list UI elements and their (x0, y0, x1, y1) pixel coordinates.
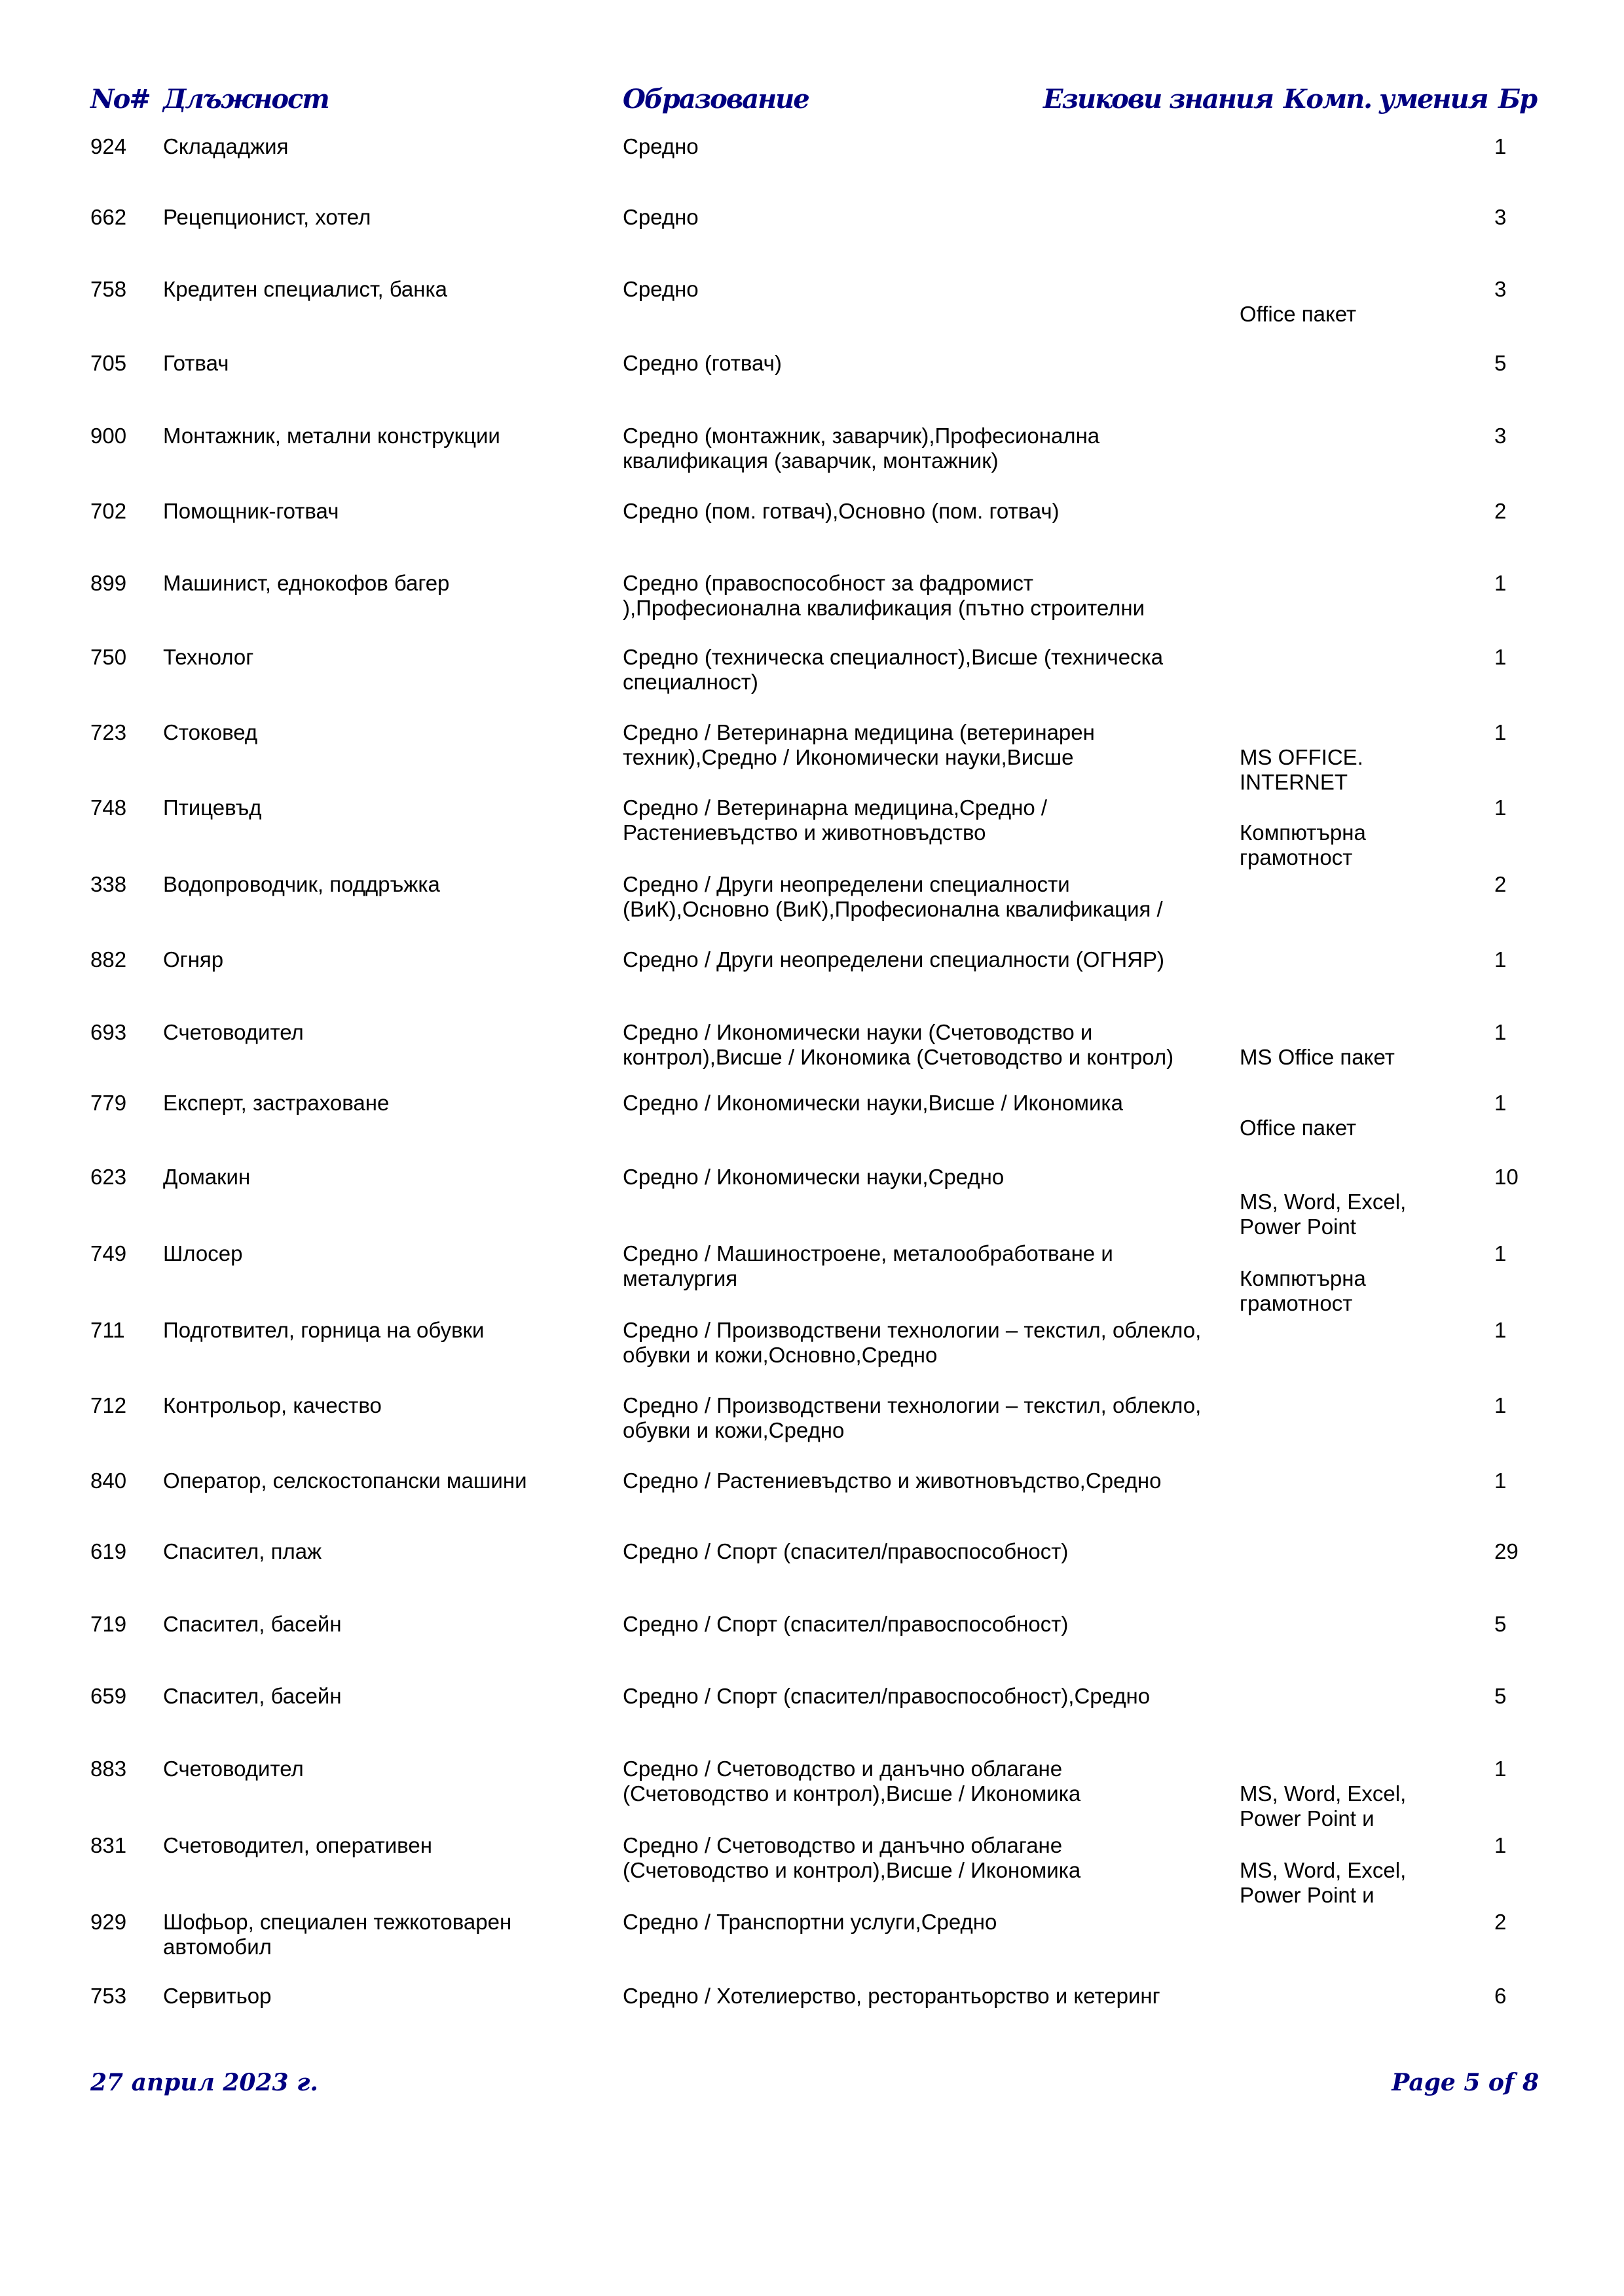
row-no: 619 (90, 1539, 127, 1563)
row-position: Шофьор, специален тежкотоварен автомобил (163, 1910, 512, 1959)
row-no: 750 (90, 645, 127, 669)
row-computer-skills: MS, Word, Excel, Power Point и (1240, 1781, 1407, 1831)
row-education: Средно / Спорт (спасител/правоспособност) (623, 1612, 1069, 1636)
row-education: Средно / Счетоводство и данъчно облагане (Счетоводство и контрол),Висше / Икономика (623, 1833, 1081, 1882)
row-computer-skills: Office пакет (1240, 1116, 1357, 1140)
row-no: 702 (90, 499, 127, 523)
row-position: Контрольор, качество (163, 1393, 382, 1417)
footer-date: 27 април 2023 г. (90, 2069, 318, 2096)
row-position: Счетоводител (163, 1020, 304, 1044)
row-position: Стоковед (163, 720, 258, 744)
row-position: Подготвител, горница на обувки (163, 1318, 485, 1342)
row-count: 1 (1494, 1393, 1507, 1417)
header-education: Образование (623, 84, 809, 115)
row-position: Шлосер (163, 1241, 243, 1266)
row-no: 338 (90, 872, 127, 896)
row-count: 5 (1494, 351, 1507, 375)
row-education: Средно (монтажник, заварчик),Професионална квалификация (заварчик, монтажник) (623, 424, 1100, 473)
header-languages: Езикови знания (1043, 84, 1273, 115)
row-computer-skills: MS OFFICE. INTERNET (1240, 745, 1363, 794)
row-education: Средно / Икономически науки,Средно (623, 1165, 1005, 1189)
row-no: 840 (90, 1468, 127, 1493)
row-position: Счетоводител (163, 1757, 304, 1781)
header-computer-skills: Комп. умения (1283, 84, 1488, 115)
row-no: 705 (90, 351, 127, 375)
row-education: Средно / Спорт (спасител/правоспособност) (623, 1539, 1069, 1563)
row-count: 1 (1494, 1091, 1507, 1115)
row-education: Средно / Ветеринарна медицина,Средно / Растениевъдство и животновъдство (623, 795, 1048, 845)
row-education: Средно (623, 134, 699, 158)
row-position: Счетоводител, оперативен (163, 1833, 432, 1857)
row-education: Средно / Производствени технологии – текстил, облекло, обувки и кожи,Средно (623, 1393, 1202, 1442)
row-computer-skills: Компютърна грамотност (1240, 820, 1366, 869)
row-position: Склададжия (163, 134, 289, 158)
row-no: 659 (90, 1684, 127, 1708)
row-no: 900 (90, 424, 127, 448)
row-position: Огняр (163, 947, 224, 972)
row-position: Спасител, басейн (163, 1612, 342, 1636)
row-count: 2 (1494, 499, 1507, 523)
row-education: Средно / Транспортни услуги,Средно (623, 1910, 997, 1934)
row-position: Готвач (163, 351, 229, 375)
row-count: 3 (1494, 205, 1507, 229)
table-header (90, 84, 1559, 123)
row-count: 3 (1494, 424, 1507, 448)
row-no: 883 (90, 1757, 127, 1781)
row-position: Спасител, басейн (163, 1684, 342, 1708)
row-no: 748 (90, 795, 127, 820)
row-count: 1 (1494, 571, 1507, 595)
row-position: Рецепционист, хотел (163, 205, 371, 229)
row-position: Машинист, еднокофов багер (163, 571, 450, 595)
row-education: Средно / Други неопределени специалности (ОГНЯР) (623, 947, 1164, 972)
row-education: Средно (правоспособност за фадромист ),Професионална квалификация (пътно строителни (623, 571, 1145, 620)
row-count: 1 (1494, 795, 1507, 820)
row-no: 831 (90, 1833, 127, 1857)
row-count: 1 (1494, 1241, 1507, 1266)
row-count: 5 (1494, 1684, 1507, 1708)
row-education: Средно / Спорт (спасител/правоспособност),Средно (623, 1684, 1151, 1708)
footer-page-number: Page 5 of 8 (1392, 2069, 1539, 2096)
row-count: 1 (1494, 1833, 1507, 1857)
row-no: 711 (90, 1318, 125, 1342)
row-no: 623 (90, 1165, 127, 1189)
row-count: 10 (1494, 1165, 1519, 1189)
row-no: 662 (90, 205, 127, 229)
row-position: Птицевъд (163, 795, 262, 820)
row-position: Оператор, селскостопански машини (163, 1468, 527, 1493)
header-count: Бр (1498, 84, 1537, 115)
row-no: 779 (90, 1091, 127, 1115)
header-position: Длъжност (163, 84, 329, 115)
row-position: Сервитьор (163, 1984, 272, 2008)
row-position: Кредитен специалист, банка (163, 277, 448, 301)
row-no: 899 (90, 571, 127, 595)
row-position: Домакин (163, 1165, 251, 1189)
row-count: 1 (1494, 1468, 1507, 1493)
row-education: Средно (пом. готвач),Основно (пом. готвач) (623, 499, 1060, 523)
row-count: 2 (1494, 872, 1507, 896)
row-education: Средно / Хотелиерство, ресторантьорство и кетеринг (623, 1984, 1160, 2008)
row-position: Експерт, застраховане (163, 1091, 390, 1115)
row-computer-skills: MS, Word, Excel, Power Point и (1240, 1858, 1407, 1907)
row-education: Средно / Растениевъдство и животновъдство,Средно (623, 1468, 1162, 1493)
row-computer-skills: Office пакет (1240, 302, 1357, 326)
row-education: Средно / Икономически науки (Счетоводство и контрол),Висше / Икономика (Счетоводство и контрол) (623, 1020, 1174, 1069)
row-education: Средно (готвач) (623, 351, 782, 375)
row-education: Средно (623, 277, 699, 301)
row-count: 2 (1494, 1910, 1507, 1934)
row-computer-skills: MS, Word, Excel, Power Point (1240, 1190, 1407, 1239)
row-education: Средно / Производствени технологии – текстил, облекло, обувки и кожи,Основно,Средно (623, 1318, 1202, 1367)
row-education: Средно / Други неопределени специалности (ВиК),Основно (ВиК),Професионална квалификация / (623, 872, 1163, 921)
row-count: 3 (1494, 277, 1507, 301)
row-position: Спасител, плаж (163, 1539, 322, 1563)
row-count: 1 (1494, 720, 1507, 744)
row-education: Средно (техническа специалност),Висше (техническа специалност) (623, 645, 1164, 694)
row-no: 924 (90, 134, 127, 158)
row-count: 1 (1494, 645, 1507, 669)
row-count: 5 (1494, 1612, 1507, 1636)
row-education: Средно (623, 205, 699, 229)
row-position: Монтажник, метални конструкции (163, 424, 500, 448)
row-no: 719 (90, 1612, 127, 1636)
row-education: Средно / Икономически науки,Висше / Икономика (623, 1091, 1123, 1115)
row-no: 749 (90, 1241, 127, 1266)
row-position: Технолог (163, 645, 254, 669)
row-computer-skills: MS Office пакет (1240, 1045, 1395, 1069)
header-no: No# (90, 84, 150, 115)
row-education: Средно / Ветеринарна медицина (ветеринарен техник),Средно / Икономически науки,Висше (623, 720, 1095, 769)
row-no: 753 (90, 1984, 127, 2008)
row-count: 1 (1494, 1020, 1507, 1044)
row-computer-skills: Компютърна грамотност (1240, 1266, 1366, 1315)
row-education: Средно / Счетоводство и данъчно облагане (Счетоводство и контрол),Висше / Икономика (623, 1757, 1081, 1806)
row-no: 882 (90, 947, 127, 972)
row-no: 758 (90, 277, 127, 301)
row-position: Помощник-готвач (163, 499, 339, 523)
row-no: 929 (90, 1910, 127, 1934)
row-no: 712 (90, 1393, 127, 1417)
row-count: 1 (1494, 947, 1507, 972)
row-count: 1 (1494, 134, 1507, 158)
row-count: 1 (1494, 1318, 1507, 1342)
row-position: Водопроводчик, поддръжка (163, 872, 440, 896)
row-education: Средно / Машиностроене, металообработване и металургия (623, 1241, 1113, 1290)
row-no: 723 (90, 720, 127, 744)
row-no: 693 (90, 1020, 127, 1044)
row-count: 1 (1494, 1757, 1507, 1781)
row-count: 6 (1494, 1984, 1507, 2008)
row-count: 29 (1494, 1539, 1519, 1563)
